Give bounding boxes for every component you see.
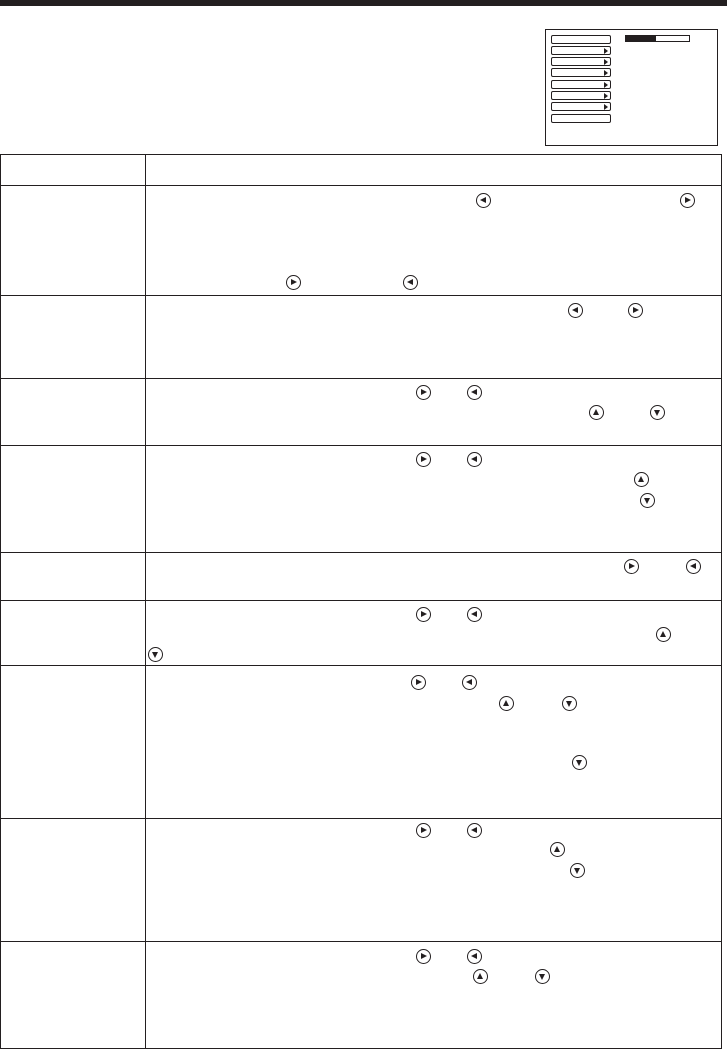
right-button-icon — [416, 823, 431, 838]
submenu-arrow-icon — [604, 70, 608, 76]
table-rule — [0, 818, 722, 819]
table-rule — [0, 665, 722, 666]
osd-menu-item — [551, 35, 611, 44]
page-top-rule — [0, 0, 727, 6]
submenu-arrow-icon — [604, 59, 608, 65]
left-button-icon — [467, 452, 482, 467]
osd-menu-item — [551, 57, 611, 66]
table-rule-vertical — [721, 154, 722, 1049]
right-button-icon — [624, 559, 639, 574]
down-button-icon — [148, 647, 163, 662]
table-rule — [0, 154, 722, 155]
osd-menu-item-selected — [551, 68, 611, 77]
up-button-icon — [589, 405, 604, 420]
submenu-arrow-icon — [604, 93, 608, 99]
left-button-icon — [467, 607, 482, 622]
left-button-icon — [568, 303, 583, 318]
right-button-icon — [411, 675, 426, 690]
left-button-icon — [462, 675, 477, 690]
right-button-icon — [286, 275, 301, 290]
table-rule — [0, 445, 722, 446]
down-button-icon — [650, 405, 665, 420]
down-button-icon — [535, 969, 550, 984]
up-button-icon — [634, 472, 649, 487]
table-rule — [0, 185, 722, 186]
up-button-icon — [550, 842, 565, 857]
table-rule — [0, 552, 722, 553]
left-button-icon — [403, 275, 418, 290]
osd-menu-illustration — [545, 29, 718, 146]
osd-menu-item — [551, 102, 611, 111]
table-rule — [0, 600, 722, 601]
osd-menu-item — [551, 114, 611, 123]
submenu-arrow-icon — [604, 82, 608, 88]
table-rule-vertical — [0, 154, 1, 1049]
osd-level-bar — [625, 35, 690, 42]
right-button-icon — [416, 452, 431, 467]
table-rule — [0, 378, 722, 379]
down-button-icon — [640, 493, 655, 508]
right-button-icon — [416, 385, 431, 400]
up-button-icon — [473, 969, 488, 984]
up-button-icon — [499, 696, 514, 711]
submenu-arrow-icon — [604, 104, 608, 110]
left-button-icon — [467, 385, 482, 400]
table-rule-vertical — [145, 154, 146, 1049]
down-button-icon — [562, 696, 577, 711]
left-button-icon — [476, 193, 491, 208]
osd-menu-item — [551, 80, 611, 89]
right-button-icon — [628, 303, 643, 318]
table-rule — [0, 941, 722, 942]
osd-level-fill — [626, 36, 656, 41]
left-button-icon — [686, 559, 701, 574]
settings-table — [0, 154, 722, 1050]
up-button-icon — [656, 627, 671, 642]
osd-menu-item — [551, 46, 611, 55]
submenu-arrow-icon — [604, 48, 608, 54]
table-rule — [0, 295, 722, 296]
down-button-icon — [570, 863, 585, 878]
table-rule — [0, 1048, 722, 1049]
right-button-icon — [680, 193, 695, 208]
left-button-icon — [467, 823, 482, 838]
right-button-icon — [416, 949, 431, 964]
right-button-icon — [416, 607, 431, 622]
down-button-icon — [572, 755, 587, 770]
left-button-icon — [467, 949, 482, 964]
osd-menu-item — [551, 91, 611, 100]
